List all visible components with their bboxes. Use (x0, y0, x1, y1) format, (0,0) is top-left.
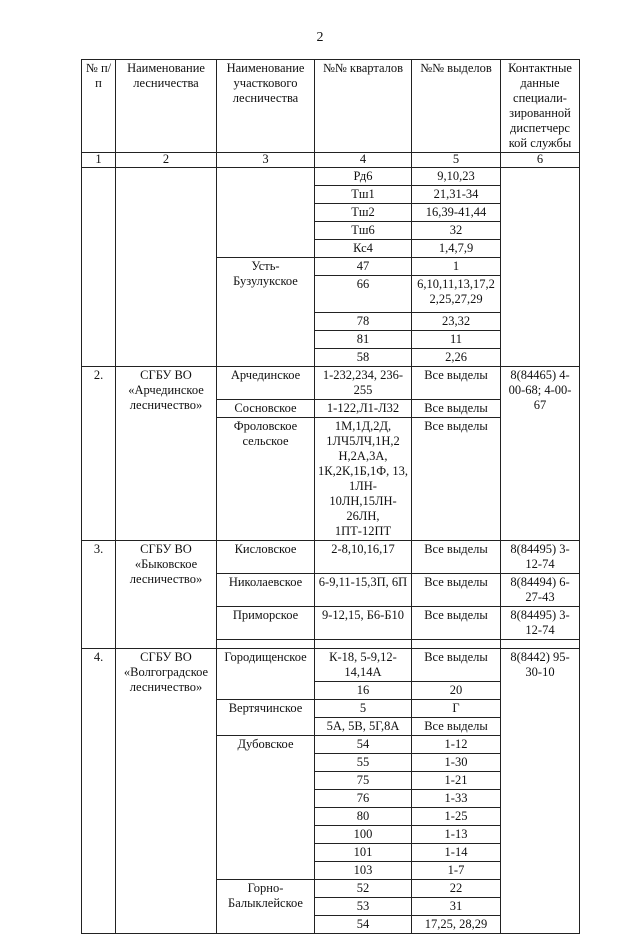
quarter-cell: Рд6 (315, 168, 412, 186)
quarter-cell: 58 (315, 349, 412, 367)
allotment-cell: 2,26 (412, 349, 501, 367)
allotment-cell: 23,32 (412, 313, 501, 331)
header-row (82, 60, 580, 153)
header-contacts: Контактные данные специали- зированной диспетчерс кой службы (501, 60, 580, 153)
forestry-cell: СГБУ ВО «Арчединское лесничество» (116, 367, 217, 541)
quarter-cell: 6-9,11-15,3П, 6П (315, 574, 412, 607)
quarter-cell: 2-8,10,16,17 (315, 541, 412, 574)
forestry-table (81, 59, 580, 934)
spacer-cell (412, 640, 501, 649)
quarter-cell: Кс4 (315, 240, 412, 258)
allotment-cell: Все выделы (412, 718, 501, 736)
quarter-cell: 76 (315, 790, 412, 808)
allotment-cell: 17,25, 28,29 (412, 916, 501, 934)
allotment-cell: 31 (412, 898, 501, 916)
quarter-cell: 78 (315, 313, 412, 331)
quarter-cell: 80 (315, 808, 412, 826)
subforestry-cell: Вертячинское (217, 700, 315, 736)
page-number: 2 (316, 30, 324, 45)
num-cell: 4. (82, 649, 116, 934)
allotment-cell: Все выделы (412, 418, 501, 541)
num-cell: 2. (82, 367, 116, 541)
allotment-cell: 20 (412, 682, 501, 700)
index-cell: 5 (412, 153, 501, 168)
quarter-cell: 1М,1Д,2Д, 1ЛЧ5ЛЧ,1Н,2 Н,2А,3А, 1К,2К,1Б,1Ф, 13, 1ЛН- 10ЛН,15ЛН- 26ЛН, 1ПТ-12ПТ (315, 418, 412, 541)
spacer-cell (501, 640, 580, 649)
allotment-cell: Г (412, 700, 501, 718)
subforestry-cell: Кисловское (217, 541, 315, 574)
subforestry-cell: Горно- Балыклейское (217, 880, 315, 934)
forestry-cell: СГБУ ВО «Волгоградское лесничество» (116, 649, 217, 934)
quarter-cell: 9-12,15, Б6-Б10 (315, 607, 412, 640)
quarter-cell: 100 (315, 826, 412, 844)
allotment-cell: 1-21 (412, 772, 501, 790)
quarter-cell: 81 (315, 331, 412, 349)
contact-cell: 8(84495) 3-12-74 (501, 607, 580, 640)
index-cell: 2 (116, 153, 217, 168)
table-row (82, 367, 580, 400)
spacer-cell (217, 640, 315, 649)
allotment-cell: Все выделы (412, 541, 501, 574)
contact-cell: 8(8442) 95-30-10 (501, 649, 580, 934)
table-row (82, 168, 580, 186)
subforestry-cell: Николаевское (217, 574, 315, 607)
allotment-cell: 1-33 (412, 790, 501, 808)
index-cell: 6 (501, 153, 580, 168)
header-allotments: №№ выделов (412, 60, 501, 153)
allotment-cell: 1-25 (412, 808, 501, 826)
quarter-cell: 52 (315, 880, 412, 898)
quarter-cell: 54 (315, 736, 412, 754)
allotment-cell: Все выделы (412, 607, 501, 640)
quarter-cell: 66 (315, 276, 412, 313)
index-cell: 3 (217, 153, 315, 168)
subforestry-cell: Усть- Бузулукское (217, 258, 315, 367)
contact-cell: 8(84494) 6-27-43 (501, 574, 580, 607)
allotment-cell: 1-14 (412, 844, 501, 862)
quarter-cell: 1-122,Л1-Л32 (315, 400, 412, 418)
allotment-cell: 1-7 (412, 862, 501, 880)
quarter-cell: К-18, 5-9,12- 14,14А (315, 649, 412, 682)
quarter-cell: 5А, 5В, 5Г,8А (315, 718, 412, 736)
allotment-cell: 1-13 (412, 826, 501, 844)
allotment-cell: 9,10,23 (412, 168, 501, 186)
quarter-cell: 54 (315, 916, 412, 934)
allotment-cell: Все выделы (412, 574, 501, 607)
header-quarters: №№ кварталов (315, 60, 412, 153)
contact-cell (501, 168, 580, 367)
allotment-cell: Все выделы (412, 649, 501, 682)
forestry-cell (116, 168, 217, 367)
allotment-cell: 1 (412, 258, 501, 276)
allotment-cell: 1-12 (412, 736, 501, 754)
quarter-cell: 75 (315, 772, 412, 790)
allotment-cell: 1,4,7,9 (412, 240, 501, 258)
allotment-cell: Все выделы (412, 367, 501, 400)
quarter-cell: 103 (315, 862, 412, 880)
index-cell: 1 (82, 153, 116, 168)
table-row (82, 541, 580, 574)
contact-cell: 8(84465) 4-00-68; 4-00-67 (501, 367, 580, 541)
contact-cell: 8(84495) 3-12-74 (501, 541, 580, 574)
subforestry-cell (217, 168, 315, 258)
quarter-cell: 5 (315, 700, 412, 718)
header-num: № п/п (82, 60, 116, 153)
num-cell: 3. (82, 541, 116, 649)
allotment-cell: 21,31-34 (412, 186, 501, 204)
subforestry-cell: Приморское (217, 607, 315, 640)
allotment-cell: 11 (412, 331, 501, 349)
index-row (82, 153, 580, 168)
forestry-cell: СГБУ ВО «Быковское лесничество» (116, 541, 217, 649)
allotment-cell: Все выделы (412, 400, 501, 418)
subforestry-cell: Сосновское (217, 400, 315, 418)
subforestry-cell: Арчединское (217, 367, 315, 400)
subforestry-cell: Городищенское (217, 649, 315, 700)
quarter-cell: Тш2 (315, 204, 412, 222)
allotment-cell: 6,10,11,13,17,2 2,25,27,29 (412, 276, 501, 313)
quarter-cell: Тш6 (315, 222, 412, 240)
header-forestry: Наименование лесничества (116, 60, 217, 153)
quarter-cell: Тш1 (315, 186, 412, 204)
quarter-cell: 55 (315, 754, 412, 772)
allotment-cell: 22 (412, 880, 501, 898)
spacer-cell (315, 640, 412, 649)
quarter-cell: 1-232,234, 236-255 (315, 367, 412, 400)
subforestry-cell: Дубовское (217, 736, 315, 880)
quarter-cell: 16 (315, 682, 412, 700)
header-subforestry: Наименование участкового лесничества (217, 60, 315, 153)
index-cell: 4 (315, 153, 412, 168)
num-cell (82, 168, 116, 367)
allotment-cell: 1-30 (412, 754, 501, 772)
allotment-cell: 16,39-41,44 (412, 204, 501, 222)
quarter-cell: 101 (315, 844, 412, 862)
quarter-cell: 47 (315, 258, 412, 276)
allotment-cell: 32 (412, 222, 501, 240)
quarter-cell: 53 (315, 898, 412, 916)
subforestry-cell: Фроловское сельское (217, 418, 315, 541)
table-row (82, 649, 580, 682)
